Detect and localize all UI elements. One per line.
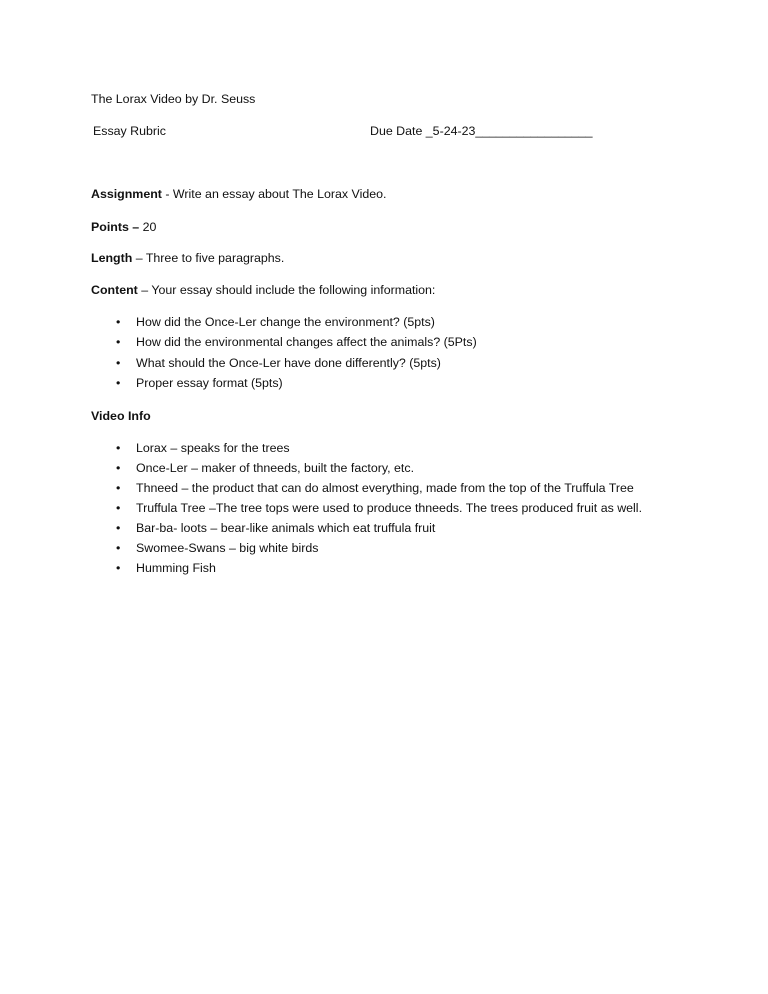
content-text: – Your essay should include the following information: [137, 283, 436, 297]
assignment-label: Assignment [91, 187, 162, 201]
bullet-icon: • [116, 501, 121, 515]
list-item: How did the environmental changes affect the animals? (5Pts) [136, 335, 477, 350]
list-item: Swomee-Swans – big white birds [136, 541, 319, 555]
list-item: Bar-ba- loots – bear-like animals which eat truffula fruit [136, 521, 436, 535]
list-item: How did the Once-Ler change the environment? (5pts) [136, 315, 435, 329]
length-line [91, 250, 284, 266]
bullet-icon: • [116, 355, 121, 370]
list-item: Once-Ler – maker of thneeds, built the factory, etc. [136, 461, 415, 475]
video-info-heading [91, 408, 151, 424]
bullet-icon: • [116, 541, 121, 555]
bullet-icon: • [116, 561, 121, 575]
due-date: Due Date _5-24-23_________________ [370, 124, 593, 138]
assignment-text: - Write an essay about The Lorax Video. [161, 187, 387, 201]
document-subtitle: Essay Rubric [93, 124, 166, 138]
bullet-icon: • [116, 335, 121, 350]
list-item: Humming Fish [136, 561, 216, 575]
bullet-icon: • [116, 481, 121, 495]
points-line [91, 219, 156, 235]
bullet-icon: • [116, 441, 121, 455]
list-item: What should the Once-Ler have done differently? (5pts) [136, 355, 441, 370]
bullet-icon: • [116, 461, 121, 475]
content-line [91, 282, 435, 298]
list-item: Truffula Tree –The tree tops were used to produce thneeds. The trees produced fruit as well. [136, 501, 643, 515]
bullet-icon: • [116, 521, 121, 535]
list-item: Thneed – the product that can do almost everything, made from the top of the Truffula Tree [136, 481, 634, 495]
length-text: – Three to five paragraphs. [132, 251, 285, 265]
bullet-icon: • [116, 315, 121, 329]
content-label: Content [91, 283, 138, 297]
points-label: Points – [91, 220, 140, 234]
video-info-heading-text: Video Info [91, 409, 151, 423]
points-text: 20 [139, 220, 157, 234]
list-item: Lorax – speaks for the trees [136, 441, 290, 455]
bullet-icon: • [116, 375, 121, 390]
list-item: Proper essay format (5pts) [136, 375, 283, 390]
document-title: The Lorax Video by Dr. Seuss [91, 92, 256, 106]
assignment-line [91, 186, 386, 202]
length-label: Length [91, 251, 133, 265]
